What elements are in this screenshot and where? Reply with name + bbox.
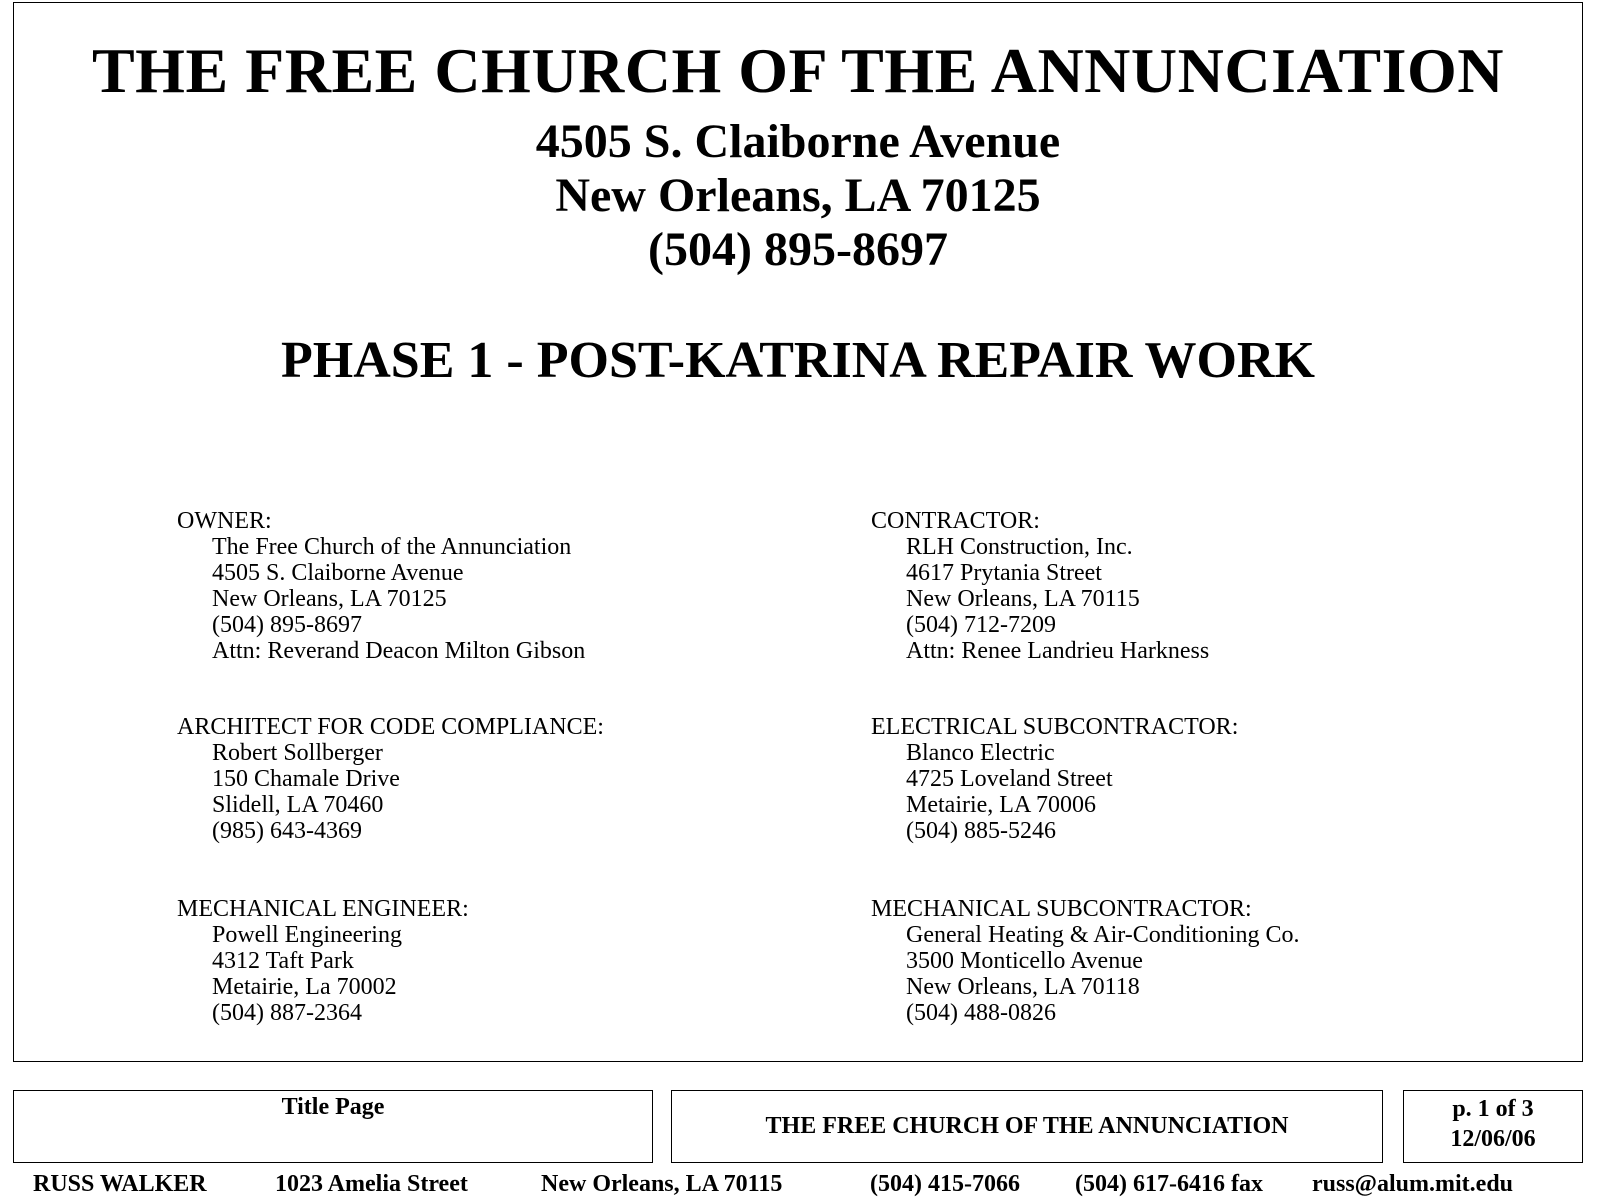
mechanical-engineer-line: 4312 Taft Park [212,948,354,974]
author-footer [0,1168,1600,1200]
contractor-heading: CONTRACTOR: [871,508,1040,534]
church-address-line1: 4505 S. Claiborne Avenue [535,115,1061,168]
electrical-sub-line: Metairie, LA 70006 [906,792,1096,818]
mechanical-engineer-block [177,896,817,1026]
contractor-block [871,508,1511,664]
contractor-line: 4617 Prytania Street [906,560,1102,586]
mechanical-sub-line: New Orleans, LA 70118 [906,974,1140,1000]
electrical-sub-line: (504) 885-5246 [906,818,1056,844]
owner-line: 4505 S. Claiborne Avenue [212,560,464,586]
architect-line: (985) 643-4369 [212,818,362,844]
footer-phone: (504) 415-7066 [870,1171,1020,1197]
owner-line: The Free Church of the Annunciation [212,534,572,560]
title-sheet [13,2,1583,1062]
page-info-box [1403,1090,1583,1163]
footer-city: New Orleans, LA 70115 [541,1171,783,1197]
electrical-sub-line: 4725 Loveland Street [906,766,1113,792]
contractor-line: (504) 712-7209 [906,612,1056,638]
owner-line: Attn: Reverand Deacon Milton Gibson [212,638,586,664]
owner-line: New Orleans, LA 70125 [212,586,447,612]
contractor-line: RLH Construction, Inc. [906,534,1133,560]
electrical-sub-block [871,714,1511,844]
mechanical-engineer-heading: MECHANICAL ENGINEER: [177,896,469,922]
architect-heading: ARCHITECT FOR CODE COMPLIANCE: [177,714,604,740]
contractor-line: Attn: Renee Landrieu Harkness [906,638,1210,664]
mechanical-sub-heading: MECHANICAL SUBCONTRACTOR: [871,896,1252,922]
sheet-name-box [13,1090,653,1163]
footer-fax: (504) 617-6416 fax [1075,1171,1263,1197]
church-title: THE FREE CHURCH OF THE ANNUNCIATION [91,35,1505,106]
church-phone: (504) 895-8697 [648,223,948,276]
footer-name: RUSS WALKER [33,1171,207,1197]
mechanical-engineer-line: Powell Engineering [212,922,402,948]
owner-heading: OWNER: [177,508,272,534]
footer-email: russ@alum.mit.edu [1312,1171,1514,1197]
mechanical-sub-block [871,896,1511,1026]
mechanical-sub-line: 3500 Monticello Avenue [906,948,1143,974]
mechanical-sub-line: General Heating & Air-Conditioning Co. [906,922,1300,948]
architect-line: Slidell, LA 70460 [212,792,384,818]
phase-title: PHASE 1 - POST-KATRINA REPAIR WORK [281,332,1315,389]
architect-block [177,714,817,844]
mechanical-engineer-line: (504) 887-2364 [212,1000,362,1026]
electrical-sub-heading: ELECTRICAL SUBCONTRACTOR: [871,714,1239,740]
architect-line: 150 Chamale Drive [212,766,400,792]
mechanical-sub-line: (504) 488-0826 [906,1000,1056,1026]
electrical-sub-line: Blanco Electric [906,740,1055,766]
project-name: THE FREE CHURCH OF THE ANNUNCIATION [765,1113,1289,1139]
project-name-box [671,1090,1383,1163]
architect-line: Robert Sollberger [212,740,383,766]
church-address-line2: New Orleans, LA 70125 [555,169,1041,222]
page-number: p. 1 of 3 [1452,1096,1534,1122]
owner-line: (504) 895-8697 [212,612,362,638]
contractor-line: New Orleans, LA 70115 [906,586,1140,612]
owner-block [177,508,817,664]
sheet-name: Title Page [281,1094,385,1120]
issue-date: 12/06/06 [1450,1126,1536,1152]
footer-street: 1023 Amelia Street [275,1171,468,1197]
mechanical-engineer-line: Metairie, La 70002 [212,974,397,1000]
